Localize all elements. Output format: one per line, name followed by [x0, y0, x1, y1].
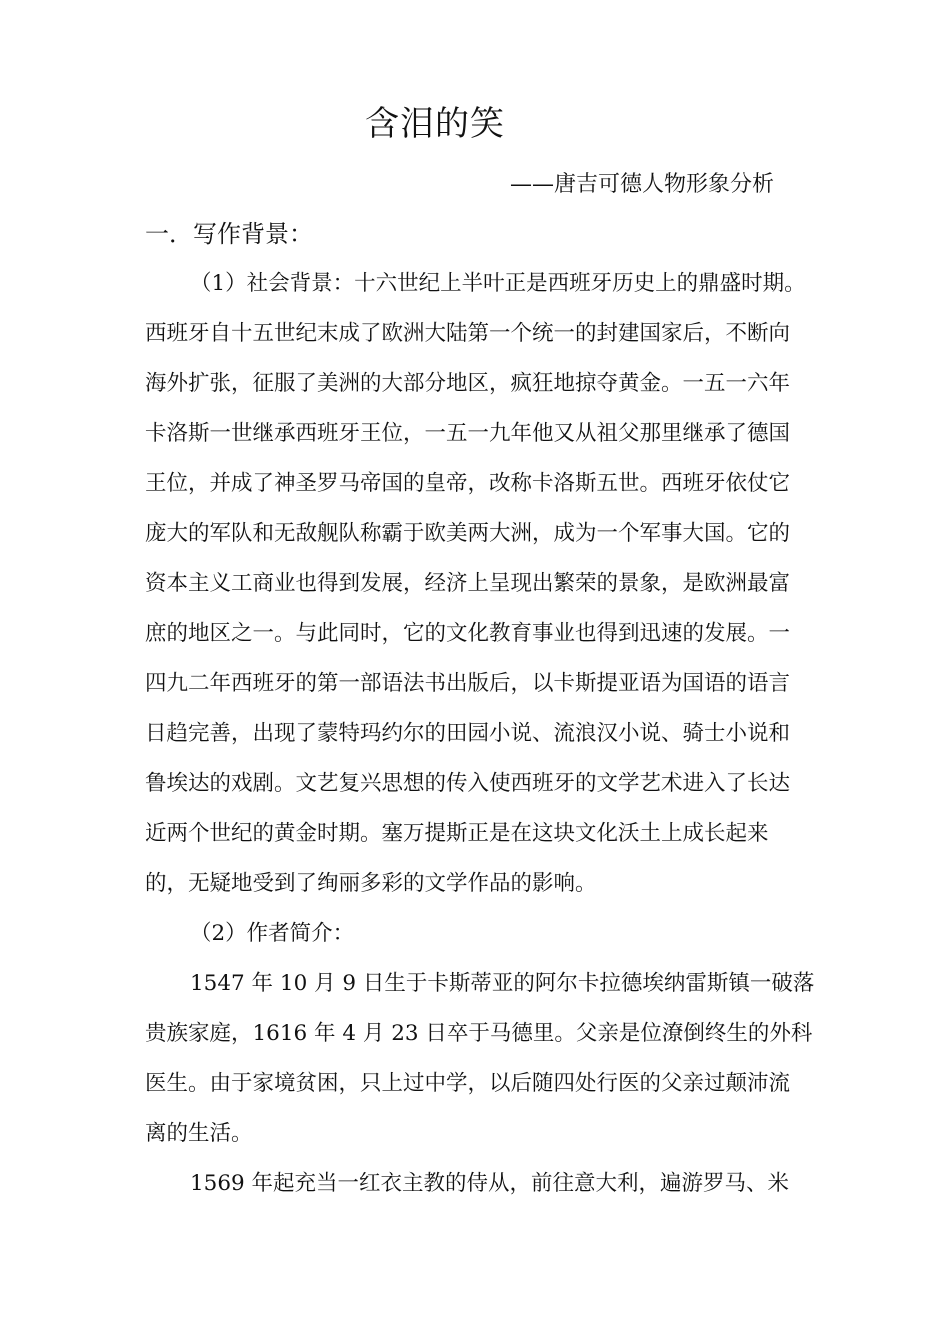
paragraph-line: 庞大的军队和无敌舰队称霸于欧美两大洲，成为一个军事大国。它的 — [145, 521, 791, 546]
paragraph-line: 庶的地区之一。与此同时，它的文化教育事业也得到迅速的发展。一 — [145, 621, 791, 646]
paragraph-line: 的，无疑地受到了绚丽多彩的文学作品的影响。 — [145, 871, 597, 896]
paragraph-line: 医生。由于家境贫困，只上过中学，以后随四处行医的父亲过颠沛流 — [145, 1071, 791, 1096]
paragraph-line: 王位，并成了神圣罗马帝国的皇帝，改称卡洛斯五世。西班牙依仗它 — [145, 471, 791, 496]
paragraph-line: 鲁埃达的戏剧。文艺复兴思想的传入使西班牙的文学艺术进入了长达 — [145, 771, 791, 796]
paragraph-line: 离的生活。 — [145, 1121, 253, 1146]
document-subtitle: ——唐吉可德人物形象分析 — [510, 172, 775, 197]
document-title: 含泪的笑 — [365, 104, 505, 144]
paragraph-line: 1547 年 10 月 9 日生于卡斯蒂亚的阿尔卡拉德埃纳雷斯镇一破落 — [190, 971, 815, 996]
paragraph-line: 日趋完善，出现了蒙特玛约尔的田园小说、流浪汉小说、骑士小说和 — [145, 721, 791, 746]
paragraph-line: 四九二年西班牙的第一部语法书出版后，以卡斯提亚语为国语的语言 — [145, 671, 791, 696]
paragraph-line: 近两个世纪的黄金时期。塞万提斯正是在这块文化沃土上成长起来 — [145, 821, 769, 846]
subsection-heading: （2）作者简介： — [190, 921, 355, 946]
paragraph-line: 卡洛斯一世继承西班牙王位，一五一九年他又从祖父那里继承了德国 — [145, 421, 791, 446]
paragraph-line: 西班牙自十五世纪末成了欧洲大陆第一个统一的封建国家后，不断向 — [145, 321, 791, 346]
paragraph-line: （1）社会背景：十六世纪上半叶正是西班牙历史上的鼎盛时期。 — [190, 271, 806, 296]
paragraph-line: 贵族家庭，1616 年 4 月 23 日卒于马德里。父亲是位潦倒终生的外科 — [145, 1021, 813, 1046]
section-heading: 一．写作背景： — [145, 220, 313, 248]
paragraph-line: 1569 年起充当一红衣主教的侍从，前往意大利，遍游罗马、米 — [190, 1171, 790, 1196]
paragraph-line: 海外扩张，征服了美洲的大部分地区，疯狂地掠夺黄金。一五一六年 — [145, 371, 791, 396]
paragraph-line: 资本主义工商业也得到发展，经济上呈现出繁荣的景象，是欧洲最富 — [145, 571, 791, 596]
